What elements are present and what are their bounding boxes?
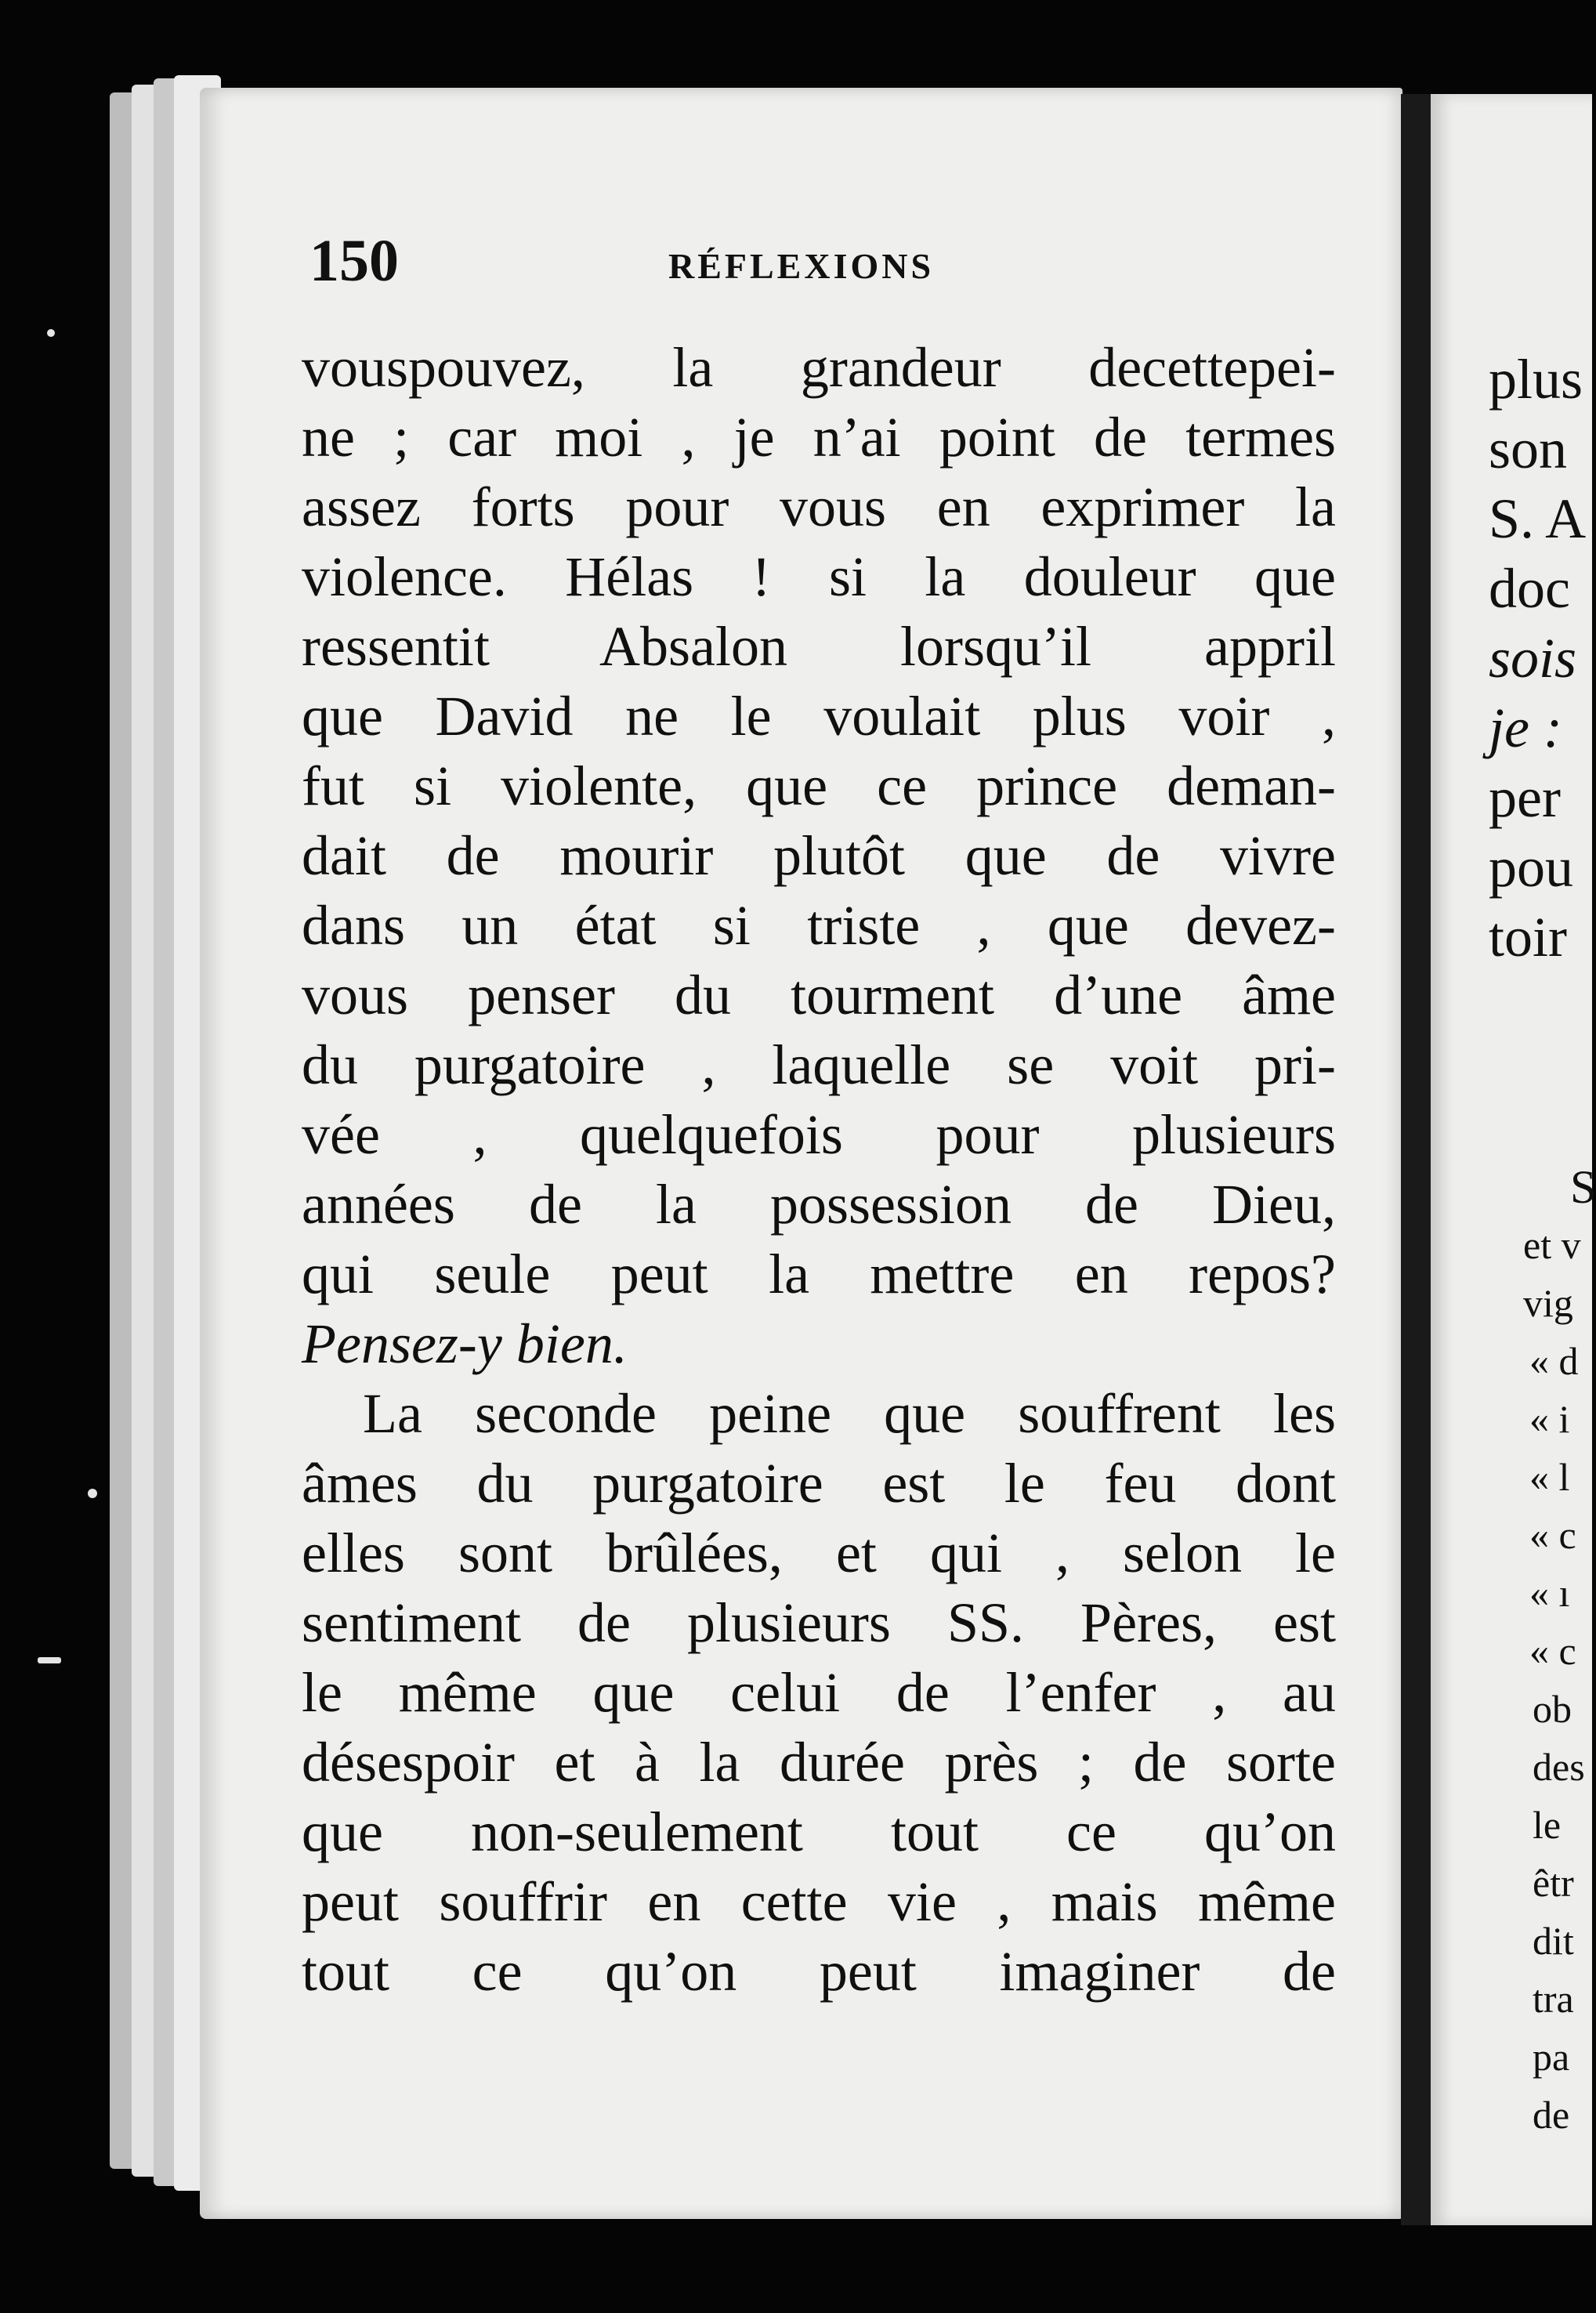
text-line: désespoir et à la durée près ; de sorte xyxy=(302,1731,1336,1794)
facing-text-line: sois xyxy=(1489,627,1577,690)
page-header xyxy=(309,228,1328,309)
paragraph-start-line: La seconde peine que souffrent les xyxy=(363,1382,1336,1445)
facing-text-line: doc xyxy=(1489,557,1570,620)
text-line: dait de mourir plutôt que de vivre xyxy=(302,824,1336,887)
text-line: que David ne le voulait plus voir , xyxy=(302,685,1336,747)
facing-small-line: le xyxy=(1533,1803,1562,1847)
text-line: dans un état si triste , que devez- xyxy=(302,894,1336,957)
text-line: le même que celui de l’enfer , au xyxy=(302,1661,1336,1724)
text-line: elles sont brûlées, et qui , selon le xyxy=(302,1522,1336,1584)
facing-small-line: de xyxy=(1533,2093,1570,2137)
text-line: vée , quelquefois pour plusieurs xyxy=(302,1103,1336,1166)
facing-text-line: toir xyxy=(1489,906,1567,968)
dust-speck xyxy=(38,1657,61,1663)
text-line: sentiment de plusieurs SS. Pères, est xyxy=(302,1591,1336,1654)
text-line: qui seule peut la mettre en repos? xyxy=(302,1243,1336,1305)
page-number: 150 xyxy=(309,228,399,294)
facing-small-line: S xyxy=(1570,1161,1596,1213)
facing-small-line: dit xyxy=(1533,1919,1574,1963)
text-line: du purgatoire , laquelle se voit pri- xyxy=(302,1033,1336,1096)
dust-speck xyxy=(47,329,55,337)
facing-page-small-text xyxy=(1523,1158,1596,2144)
running-title: RÉFLEXIONS xyxy=(668,246,935,286)
text-line: ne ; car moi , je n’ai point de termes xyxy=(302,406,1336,469)
text-line: vous penser du tourment d’une âme xyxy=(302,964,1336,1026)
text-line: assez forts pour vous en exprimer la xyxy=(302,476,1336,538)
facing-small-line: « l xyxy=(1529,1455,1570,1499)
facing-small-line: « c xyxy=(1529,1629,1576,1673)
facing-page-text xyxy=(1489,345,1586,972)
body-text xyxy=(302,333,1336,2007)
text-line: fut si violente, que ce prince deman- xyxy=(302,755,1336,817)
facing-text-line: pou xyxy=(1489,836,1573,899)
facing-small-line: tra xyxy=(1533,1977,1574,2021)
text-line: âmes du purgatoire est le feu dont xyxy=(302,1452,1336,1515)
facing-small-line: « i xyxy=(1529,1397,1570,1441)
facing-small-line: et v xyxy=(1523,1223,1581,1267)
book-gutter xyxy=(1401,94,1431,2225)
facing-small-line: vig xyxy=(1523,1281,1573,1325)
facing-text-line: je : xyxy=(1489,697,1562,759)
facing-small-line: des xyxy=(1533,1745,1585,1789)
facing-text-line: son xyxy=(1489,418,1568,480)
facing-small-line: ob xyxy=(1533,1687,1572,1731)
text-line: que non-seulement tout ce qu’on xyxy=(302,1801,1336,1863)
facing-small-line: « ı xyxy=(1529,1571,1570,1615)
facing-small-line: « c xyxy=(1529,1513,1576,1557)
text-line: ressentit Absalon lorsqu’il appril xyxy=(302,615,1336,678)
text-line: années de la possession de Dieu, xyxy=(302,1173,1336,1236)
text-line-italic: Pensez-y bien. xyxy=(302,1312,628,1375)
text-line: violence. Hélas ! si la douleur que xyxy=(302,545,1336,608)
text-line: peut souffrir en cette vie , mais même xyxy=(302,1870,1336,1933)
facing-text-line: plus xyxy=(1489,348,1583,411)
facing-small-line: « d xyxy=(1529,1339,1579,1383)
facing-text-line: S. A xyxy=(1489,487,1587,550)
text-line: vouspouvez, la grandeur decettepei- xyxy=(302,336,1336,399)
text-line: tout ce qu’on peut imaginer de xyxy=(302,1940,1336,2003)
dust-speck xyxy=(88,1489,97,1498)
facing-small-line: êtr xyxy=(1533,1861,1574,1905)
facing-small-line: pa xyxy=(1533,2035,1570,2079)
facing-text-line: per xyxy=(1489,766,1561,829)
